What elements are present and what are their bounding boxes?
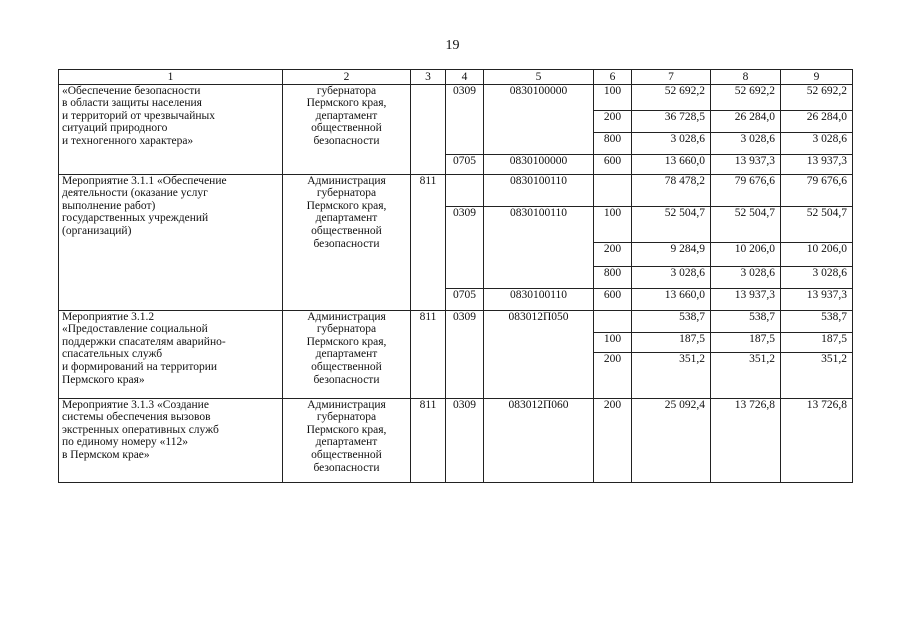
value-cell: 351,2 [632, 352, 711, 398]
vr-cell: 100 [594, 206, 632, 242]
csr-cell: 0830100110 [484, 288, 594, 310]
agency-name: Администрация губернатора Пермского края, департамент общественной безопасности [306, 398, 387, 474]
vr-cell: 200 [594, 110, 632, 132]
grbs-cell: 811 [411, 310, 446, 398]
vr-cell [594, 310, 632, 332]
rz-cell: 0309 [446, 398, 484, 482]
value-cell: 187,5 [632, 332, 711, 352]
value-cell: 3 028,6 [711, 132, 781, 154]
value-cell: 52 692,2 [711, 84, 781, 110]
value-cell: 25 092,4 [632, 398, 711, 482]
rz-cell: 0309 [446, 84, 484, 154]
vr-cell [594, 174, 632, 206]
value-cell: 13 726,8 [711, 398, 781, 482]
value-cell: 351,2 [781, 352, 853, 398]
csr-cell: 0830100110 [484, 174, 594, 206]
csr-cell: 0830100110 [484, 206, 594, 288]
program-name: «Обеспечение безопасности в области защиты населения и территорий от чрезвычайных ситуаций природного и техногенного характера» [62, 84, 216, 147]
value-cell: 79 676,6 [711, 174, 781, 206]
vr-cell: 600 [594, 154, 632, 174]
value-cell: 78 478,2 [632, 174, 711, 206]
program-name-cell [59, 84, 283, 174]
value-cell: 13 726,8 [781, 398, 853, 482]
page-number: 19 [445, 38, 460, 53]
rz-cell: 0309 [446, 310, 484, 398]
value-cell: 13 660,0 [632, 154, 711, 174]
agency-name: губернатора Пермского края, департамент общественной безопасности [306, 84, 387, 147]
value-cell: 52 692,2 [632, 84, 711, 110]
rz-cell: 0705 [446, 154, 484, 174]
vr-cell: 800 [594, 266, 632, 288]
value-cell: 26 284,0 [781, 110, 853, 132]
value-cell: 79 676,6 [781, 174, 853, 206]
header-cell: 2 [283, 70, 411, 85]
value-cell: 13 937,3 [711, 154, 781, 174]
table-row [59, 398, 853, 482]
vr-cell: 100 [594, 332, 632, 352]
value-cell: 3 028,6 [632, 132, 711, 154]
value-cell: 36 728,5 [632, 110, 711, 132]
table-row [59, 84, 853, 110]
header-cell: 4 [446, 70, 484, 85]
vr-cell: 200 [594, 352, 632, 398]
value-cell: 26 284,0 [711, 110, 781, 132]
value-cell: 3 028,6 [781, 132, 853, 154]
program-name: Мероприятие 3.1.2 «Предоставление социальной поддержки спасателям аварийно- спасательных служб и формирований на территории Пермского края» [62, 310, 226, 386]
rz-cell [446, 174, 484, 206]
value-cell: 52 504,7 [632, 206, 711, 242]
agency-cell [283, 84, 411, 174]
table-body [59, 84, 853, 482]
program-name-cell [59, 398, 283, 482]
csr-cell: 0830100000 [484, 84, 594, 154]
agency-cell [283, 174, 411, 310]
csr-cell: 0830100000 [484, 154, 594, 174]
table-row [59, 310, 853, 332]
csr-cell: 083012П060 [484, 398, 594, 482]
value-cell: 52 504,7 [781, 206, 853, 242]
header-cell: 3 [411, 70, 446, 85]
agency-name: Администрация губернатора Пермского края, департамент общественной безопасности [306, 174, 387, 250]
budget-table [58, 69, 853, 483]
value-cell: 538,7 [632, 310, 711, 332]
header-cell: 6 [594, 70, 632, 85]
value-cell: 3 028,6 [781, 266, 853, 288]
value-cell: 52 504,7 [711, 206, 781, 242]
value-cell: 13 937,3 [711, 288, 781, 310]
rz-cell: 0705 [446, 288, 484, 310]
vr-cell: 100 [594, 84, 632, 110]
table-row [59, 174, 853, 206]
header-cell: 7 [632, 70, 711, 85]
value-cell: 13 937,3 [781, 154, 853, 174]
program-name: Мероприятие 3.1.1 «Обеспечение деятельности (оказание услуг выполнение работ) государственных учреждений (организаций) [62, 174, 227, 237]
value-cell: 13 937,3 [781, 288, 853, 310]
grbs-cell: 811 [411, 174, 446, 310]
value-cell: 538,7 [781, 310, 853, 332]
agency-name: Администрация губернатора Пермского края, департамент общественной безопасности [306, 310, 387, 386]
program-name-cell [59, 310, 283, 398]
header-cell: 1 [59, 70, 283, 85]
agency-cell [283, 310, 411, 398]
table-header [59, 70, 853, 85]
value-cell: 10 206,0 [781, 242, 853, 266]
value-cell: 52 692,2 [781, 84, 853, 110]
value-cell: 9 284,9 [632, 242, 711, 266]
header-row [59, 70, 853, 85]
vr-cell: 200 [594, 242, 632, 266]
value-cell: 187,5 [711, 332, 781, 352]
grbs-cell: 811 [411, 398, 446, 482]
program-name: Мероприятие 3.1.3 «Создание системы обеспечения вызовов экстренных оперативных служб по единому номеру «112» в Пермском крае» [62, 398, 219, 461]
value-cell: 538,7 [711, 310, 781, 332]
value-cell: 3 028,6 [632, 266, 711, 288]
header-cell: 5 [484, 70, 594, 85]
vr-cell: 600 [594, 288, 632, 310]
value-cell: 351,2 [711, 352, 781, 398]
grbs-cell [411, 84, 446, 174]
csr-cell: 083012П050 [484, 310, 594, 398]
value-cell: 3 028,6 [711, 266, 781, 288]
header-cell: 8 [711, 70, 781, 85]
value-cell: 13 660,0 [632, 288, 711, 310]
header-cell: 9 [781, 70, 853, 85]
vr-cell: 800 [594, 132, 632, 154]
rz-cell: 0309 [446, 206, 484, 288]
value-cell: 10 206,0 [711, 242, 781, 266]
agency-cell [283, 398, 411, 482]
vr-cell: 200 [594, 398, 632, 482]
program-name-cell [59, 174, 283, 310]
value-cell: 187,5 [781, 332, 853, 352]
